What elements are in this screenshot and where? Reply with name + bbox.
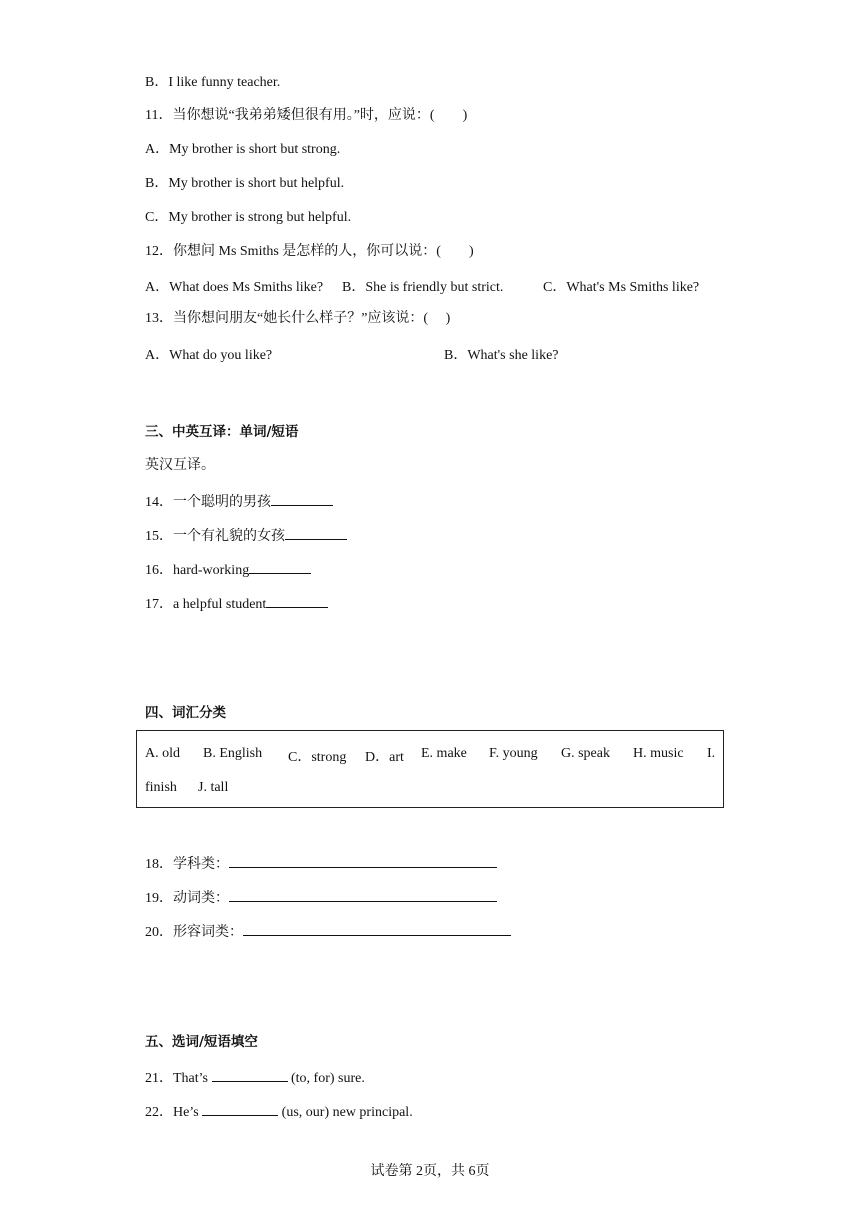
q13-option-b: B．What's she like? <box>444 348 559 363</box>
q18-text: 18．学科类： <box>145 857 229 872</box>
q11-option-b: B．My brother is short but helpful. <box>145 176 345 191</box>
section3-heading: 三、中英互译：单词/短语 <box>145 424 299 440</box>
q15-text: 15．一个有礼貌的女孩 <box>145 529 285 544</box>
q13-stem: 13．当你想问朋友“她长什么样子？”应该说：( ) <box>145 311 451 326</box>
q22-line <box>145 1101 413 1122</box>
section5-heading: 五、选词/短语填空 <box>145 1034 258 1050</box>
q21-text-after: (to, for) sure. <box>291 1071 365 1086</box>
word-item: D．art <box>365 750 404 765</box>
word-bank-box <box>136 730 724 808</box>
q16-line <box>145 559 311 580</box>
q17-text: 17．a helpful student <box>145 597 267 612</box>
q16-text: 16．hard-working <box>145 563 250 578</box>
q22-text-before: 22．He’s <box>145 1105 199 1120</box>
q22-blank[interactable] <box>202 1101 278 1116</box>
word-item: G. speak <box>561 746 610 761</box>
q17-line <box>145 593 328 614</box>
q21-text-before: 21．That’s <box>145 1071 208 1086</box>
section3-instruction: 英汉互译。 <box>145 458 215 473</box>
q12-option-c: C．What's Ms Smiths like? <box>543 280 700 295</box>
q10-option-b: B．I like funny teacher. <box>145 75 281 90</box>
q20-blank[interactable] <box>243 921 511 936</box>
q20-text: 20．形容词类： <box>145 925 243 940</box>
q19-line <box>145 887 497 908</box>
word-item: F. young <box>489 746 538 761</box>
q11-option-a: A．My brother is short but strong. <box>145 142 341 157</box>
q12-option-a: A．What does Ms Smiths like? <box>145 280 324 295</box>
q18-line <box>145 853 497 874</box>
word-item: finish <box>145 780 177 795</box>
word-item: I. <box>707 746 716 761</box>
q21-blank[interactable] <box>212 1067 288 1082</box>
q21-line <box>145 1067 365 1088</box>
word-item: B. English <box>203 746 263 761</box>
section4-heading: 四、词汇分类 <box>145 705 226 721</box>
q14-text: 14．一个聪明的男孩 <box>145 495 271 510</box>
q22-text-after: (us, our) new principal. <box>281 1105 413 1120</box>
q17-blank[interactable] <box>266 593 328 608</box>
q13-option-a: A．What do you like? <box>145 348 273 363</box>
q19-blank[interactable] <box>229 887 497 902</box>
q11-option-c: C．My brother is strong but helpful. <box>145 210 352 225</box>
q14-line <box>145 491 333 512</box>
q18-blank[interactable] <box>229 853 497 868</box>
word-item: E. make <box>421 746 467 761</box>
q11-stem: 11．当你想说“我弟弟矮但很有用。”时，应说：( ) <box>145 108 468 123</box>
q12-stem: 12．你想问 Ms Smiths 是怎样的人，你可以说：( ) <box>145 244 474 259</box>
q19-text: 19．动词类： <box>145 891 229 906</box>
q16-blank[interactable] <box>249 559 311 574</box>
word-item: H. music <box>633 746 684 761</box>
q15-line <box>145 525 347 546</box>
page-footer: 试卷第 2页，共 6页 <box>370 1164 490 1179</box>
q20-line <box>145 921 511 942</box>
q12-option-b: B．She is friendly but strict. <box>342 280 504 295</box>
word-item: J. tall <box>198 780 229 795</box>
word-item: A. old <box>145 746 180 761</box>
word-item: C．strong <box>288 750 347 765</box>
q14-blank[interactable] <box>271 491 333 506</box>
q15-blank[interactable] <box>285 525 347 540</box>
